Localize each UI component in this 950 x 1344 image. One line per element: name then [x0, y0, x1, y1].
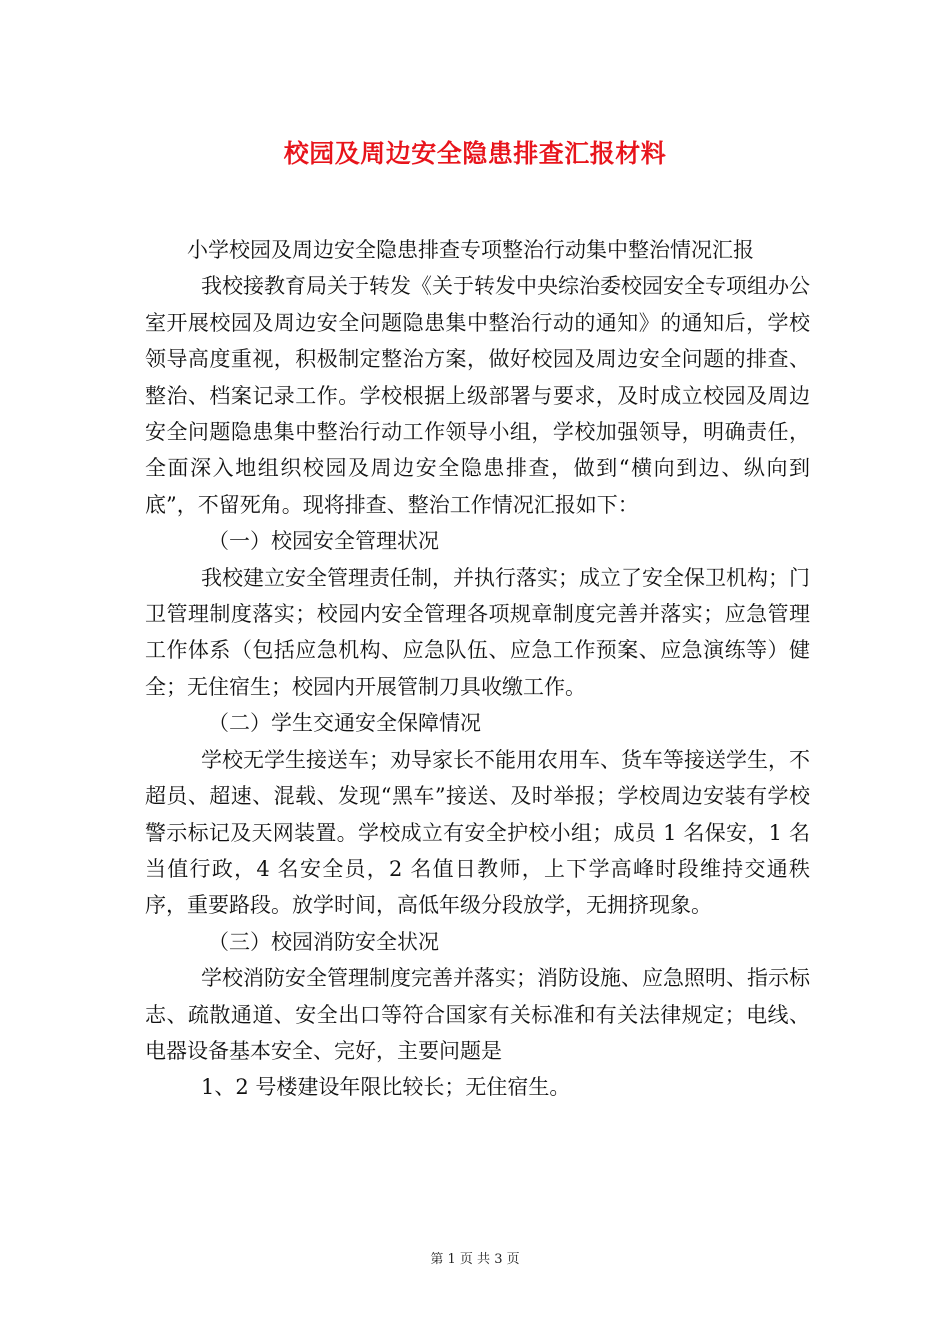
document-body — [145, 232, 810, 1106]
section-heading-fire-safety: （三）校园消防安全状况 — [208, 929, 439, 954]
document-title: 校园及周边安全隐患排查汇报材料 — [283, 139, 667, 168]
list-item-building-issue: 1、2 号楼建设年限比较长；无住宿生。 — [201, 1075, 571, 1100]
section-body-campus-safety: 我校建立安全管理责任制，并执行落实；成立了安全保卫机构；门卫管理制度落实；校园内安全管理各项规章制度完善并落实；应急管理工作体系（包括应急机构、应急队伍、应急工作预案、应急演练等）健全；无住宿生；校园内开展管制刀具收缴工作。 — [145, 565, 810, 699]
section-heading-campus-safety: （一）校园安全管理状况 — [208, 529, 439, 554]
page-number-footer: 第 1 页 共 3 页 — [430, 1252, 520, 1267]
section-body-traffic-safety: 学校无学生接送车；劝导家长不能用农用车、货车等接送学生，不超员、超速、混载、发现“黑车”接送、及时举报；学校周边安装有学校警示标记及天网装置。学校成立有安全护校小组；成员 1 名保安，1 名当值行政，4 名安全员，2 名值日教师，上下学高峰时段维持交通秩序，重要路段。放学时间，高低年级分段放学，无拥挤现象。 — [145, 747, 810, 918]
intro-paragraph: 我校接教育局关于转发《关于转发中央综治委校园安全专项组办公室开展校园及周边安全问题隐患集中整治行动的通知》的通知后，学校领导高度重视，积极制定整治方案，做好校园及周边安全问题的排查、整治、档案记录工作。学校根据上级部署与要求，及时成立校园及周边安全问题隐患集中整治行动工作领导小组，学校加强领导，明确责任，全面深入地组织校园及周边安全隐患排查，做到“横向到边、纵向到底”，不留死角。现将排查、整治工作情况汇报如下： — [145, 274, 810, 517]
section-body-fire-safety: 学校消防安全管理制度完善并落实；消防设施、应急照明、指示标志、疏散通道、安全出口等符合国家有关标准和有关法律规定；电线、电器设备基本安全、完好，主要问题是 — [145, 966, 810, 1063]
section-heading-traffic-safety: （二）学生交通安全保障情况 — [208, 711, 481, 736]
report-subtitle: 小学校园及周边安全隐患排查专项整治行动集中整治情况汇报 — [187, 238, 754, 262]
